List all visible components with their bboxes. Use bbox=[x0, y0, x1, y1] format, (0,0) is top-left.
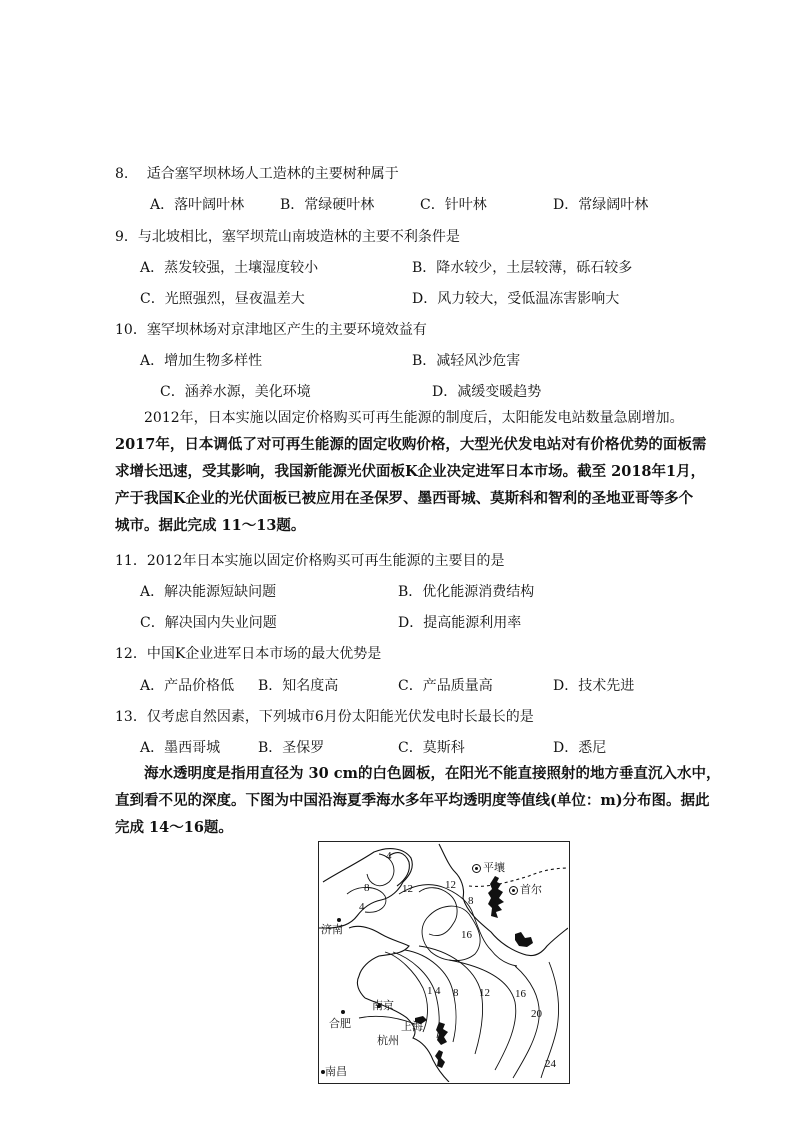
q13-option-b: B．圣保罗 bbox=[258, 740, 325, 756]
q13-option-c: C．莫斯科 bbox=[398, 740, 465, 756]
q8-option-b: B．常绿硬叶林 bbox=[280, 197, 375, 213]
shanghai-label: 上海 bbox=[401, 1020, 423, 1033]
q8-option-a: A．落叶阔叶林 bbox=[150, 197, 245, 213]
q9-option-c: C．光照强烈，昼夜温差大 bbox=[140, 291, 305, 307]
hangzhou-label: 杭州 bbox=[377, 1034, 399, 1047]
hefei-dot bbox=[341, 1010, 345, 1014]
hefei-label: 合肥 bbox=[329, 1017, 351, 1030]
q11-option-b: B．优化能源消费结构 bbox=[398, 584, 535, 600]
shandong-coastline bbox=[349, 926, 409, 998]
q12-option-d: D．技术先进 bbox=[553, 678, 635, 694]
q9-stem: 9．与北坡相比，塞罕坝荒山南坡造林的主要不利条件是 bbox=[115, 229, 460, 245]
q11-option-c: C．解决国内失业问题 bbox=[140, 615, 277, 631]
q12-option-c: C．产品质量高 bbox=[398, 678, 493, 694]
seoul-marker bbox=[509, 886, 518, 895]
liaodong-peninsula bbox=[389, 853, 409, 886]
isoline-label-east-12: 12 bbox=[479, 987, 490, 999]
korea-coast-islands bbox=[488, 876, 504, 918]
isoline-label-bohai-4: 4 bbox=[386, 850, 392, 862]
passage2-line-1: 海水透明度是指用直径为 30 cm的白色圆板，在阳光不能直接照射的地方垂直沉入水中， bbox=[144, 765, 721, 782]
passage2-line-2: 直到看不见的深度。下图为中国沿海夏季海水多年平均透明度等值线(单位：m)分布图。据此 bbox=[115, 792, 710, 809]
isoline-label-center-16: 16 bbox=[461, 929, 472, 941]
jinan-dot bbox=[337, 918, 341, 922]
q12-option-a: A．产品价格低 bbox=[140, 678, 235, 694]
q10-option-c: C．涵养水源，美化环境 bbox=[160, 384, 311, 400]
q11-stem: 11．2012年日本实施以固定价格购买可再生能源的主要目的是 bbox=[115, 553, 505, 569]
map-drawing bbox=[319, 842, 568, 1082]
isoline-label-east-20: 20 bbox=[531, 1008, 542, 1020]
q9-option-b: B．降水较少，土层较薄，砾石较多 bbox=[412, 260, 633, 276]
isoline-east-12 bbox=[419, 946, 483, 1054]
isoline-label-bohai-4b: 4 bbox=[359, 901, 365, 913]
nanjing-label: 南京 bbox=[372, 999, 394, 1012]
q10-option-a: A．增加生物多样性 bbox=[140, 353, 263, 369]
q8-option-c: C．针叶林 bbox=[420, 197, 487, 213]
isoline-label-yellow-8: 8 bbox=[468, 895, 474, 907]
transparency-isoline-map bbox=[318, 841, 570, 1084]
q11-option-d: D．提高能源利用率 bbox=[398, 615, 522, 631]
jinan-label: 济南 bbox=[321, 923, 343, 936]
q8-stem: 8. 适合塞罕坝林场人工造林的主要树种属于 bbox=[115, 166, 399, 182]
isoline-label-east-8: 8 bbox=[453, 987, 459, 999]
pingrang-label: 平壤 bbox=[483, 861, 505, 874]
q13-option-a: A．墨西哥城 bbox=[140, 740, 221, 756]
q10-option-d: D．减缓变暖趋势 bbox=[432, 384, 542, 400]
pingrang-marker bbox=[472, 864, 481, 873]
q13-stem: 13．仅考虑自然因素，下列城市6月份太阳能光伏发电时长最长的是 bbox=[115, 709, 534, 725]
isoline-label-east-1: 1 bbox=[427, 985, 433, 997]
passage1-line-5: 城市。据此完成 11～13题。 bbox=[115, 517, 306, 534]
isoline-label-east-4: 4 bbox=[435, 985, 441, 997]
isoline-label-yellow-4: 4 bbox=[491, 898, 497, 910]
isoline-east-20 bbox=[513, 966, 539, 1078]
passage1-line-3: 求增长迅速，受其影响，我国新能源光伏面板K企业决定进军日本市场。截至 2018年1月， bbox=[115, 463, 706, 480]
isoline-label-yellow-12b: 12 bbox=[445, 879, 456, 891]
seoul-label: 首尔 bbox=[520, 883, 542, 896]
passage1-line-2: 2017年，日本调低了对可再生能源的固定收购价格，大型光伏发电站对有价格优势的面板需 bbox=[115, 436, 707, 453]
q12-option-b: B．知名度高 bbox=[258, 678, 339, 694]
q9-option-a: A．蒸发较强，土壤湿度较小 bbox=[140, 260, 319, 276]
q10-option-b: B．减轻风沙危害 bbox=[412, 353, 521, 369]
passage2-line-3: 完成 14～16题。 bbox=[115, 819, 233, 836]
q9-option-d: D．风力较大，受低温冻害影响大 bbox=[412, 291, 620, 307]
isoline-12-inner bbox=[419, 888, 457, 936]
isoline-label-yellow-12: 12 bbox=[402, 883, 413, 895]
isoline-label-east-16: 16 bbox=[515, 988, 526, 1000]
passage1-line-4: 产于我国K企业的光伏面板已被应用在圣保罗、墨西哥城、莫斯科和智利的圣地亚哥等多个 bbox=[115, 490, 694, 507]
nanchang-label: 南昌 bbox=[325, 1065, 347, 1078]
isoline-label-east-24: 24 bbox=[545, 1058, 556, 1070]
q10-stem: 10．塞罕坝林场对京津地区产生的主要环境效益有 bbox=[115, 322, 427, 338]
q12-stem: 12．中国K企业进军日本市场的最大优势是 bbox=[115, 646, 382, 662]
isoline-label-bohai-8: 8 bbox=[364, 882, 370, 894]
q13-option-d: D．悉尼 bbox=[553, 740, 607, 756]
passage1-line-1: 2012年，日本实施以固定价格购买可再生能源的制度后，太阳能发电站数量急剧增加。 bbox=[144, 410, 684, 426]
q8-option-d: D．常绿阔叶林 bbox=[553, 197, 649, 213]
q11-option-a: A．解决能源短缺问题 bbox=[140, 584, 277, 600]
korea-south-islands bbox=[515, 932, 533, 947]
